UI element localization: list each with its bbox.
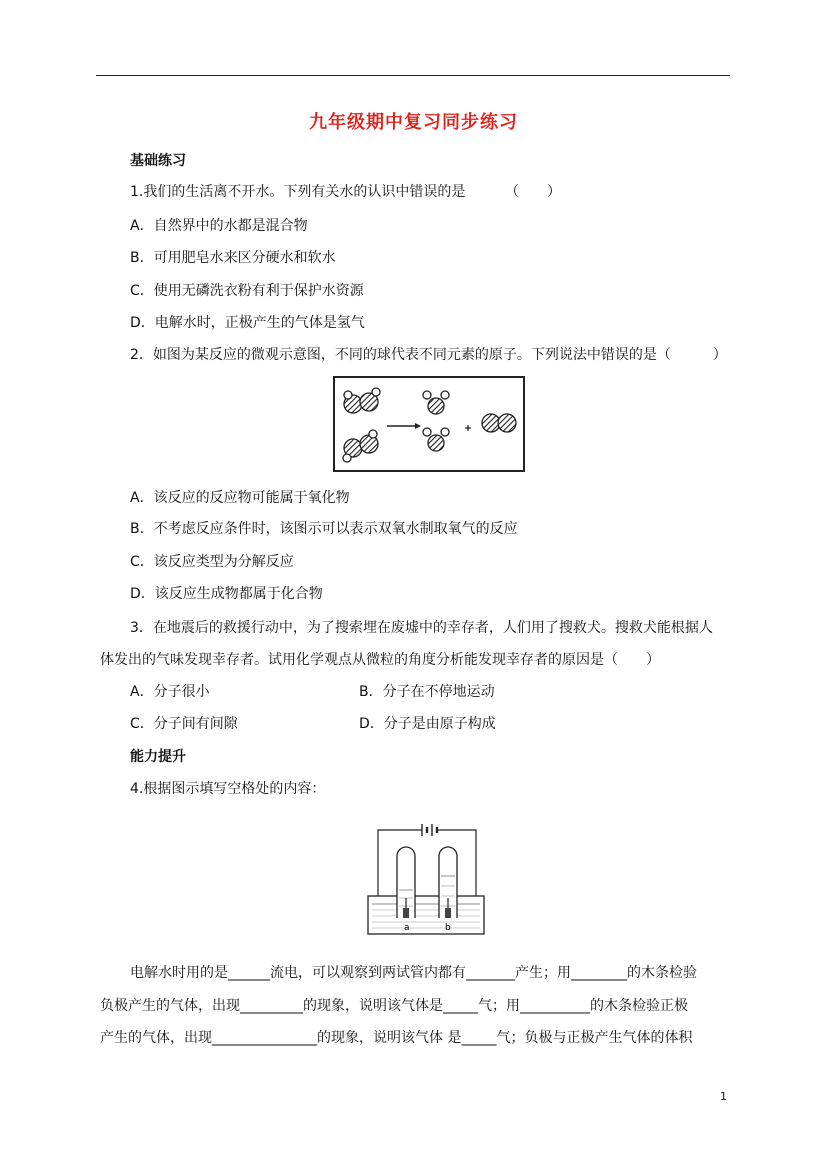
q4-stem: 4.根据图示填写空格处的内容：	[130, 781, 326, 797]
q2-option-a: A．该反应的反应物可能属于氧化物	[130, 490, 350, 506]
tube-label-b: b	[445, 923, 451, 933]
reaction-diagram-svg	[335, 378, 523, 470]
q4-paragraph-line1: 电解水时用的是______流电，可以观察到两试管内都有_______产生；用________的木条检验	[130, 965, 697, 981]
q4-paragraph-line3: 产生的气体，出现_______________的现象，说明该气体 是_____气；负极与正极产生气体的体积	[100, 1030, 693, 1046]
q1-stem: 1.我们的生活离不开水。下列有关水的认识中错误的是	[130, 184, 466, 200]
q4-paragraph-line2: 负极产生的气体，出现_________的现象，说明该气体是_____气；用__________的木条检验正极	[100, 998, 688, 1014]
q3-option-d: D．分子是由原子构成	[359, 716, 496, 732]
plus-sign	[465, 425, 471, 431]
q3-option-c: C．分子间有间隙	[130, 716, 238, 732]
q3-stem-line1: 3．在地震后的救援行动中，为了搜索埋在废墟中的幸存者，人们用了搜救犬。搜救犬能根据人	[130, 620, 713, 636]
page-title: 九年级期中复习同步练习	[309, 112, 518, 133]
product-molecule-2	[423, 428, 449, 451]
q1-option-c: C．使用无磷洗衣粉有利于保护水资源	[130, 283, 364, 299]
q1-option-b: B．可用肥皂水来区分硬水和软水	[130, 250, 336, 266]
electrolysis-apparatus-svg	[364, 818, 488, 936]
product-molecule-o2	[482, 414, 516, 432]
reactant-molecule-1	[344, 388, 380, 413]
battery-icon	[422, 824, 437, 836]
page-number: 1	[720, 1090, 727, 1103]
section-basic: 基础练习	[130, 153, 186, 169]
q2-option-c: C．该反应类型为分解反应	[130, 554, 294, 570]
section-advanced: 能力提升	[130, 749, 186, 765]
q2-stem: 2．如图为某反应的微观示意图，不同的球代表不同元素的原子。下列说法中错误的是（ ）	[130, 347, 727, 363]
header-rule	[96, 75, 730, 76]
test-tube-a	[397, 847, 415, 918]
test-tube-b	[439, 847, 457, 918]
q1-option-a: A．自然界中的水都是混合物	[130, 218, 308, 234]
electrolysis-apparatus	[364, 818, 488, 936]
water-trough	[368, 896, 484, 934]
q3-option-b: B．分子在不停地运动	[359, 684, 495, 700]
q1-bracket: （ ）	[505, 184, 561, 200]
product-molecule-1	[423, 391, 449, 414]
q3-stem-line2: 体发出的气味发现幸存者。试用化学观点从微粒的角度分析能发现幸存者的原因是（ ）	[100, 652, 660, 668]
reactant-molecule-2	[343, 430, 378, 462]
tube-label-a: a	[404, 923, 410, 933]
q2-option-b: B．不考虑反应条件时，该图示可以表示双氧水制取氧气的反应	[130, 521, 518, 537]
circuit-wires	[378, 830, 476, 898]
q1-option-d: D．电解水时，正极产生的气体是氢气	[130, 315, 365, 331]
reaction-diagram	[333, 376, 525, 472]
q3-option-a: A．分子很小	[130, 684, 210, 700]
q2-option-d: D．该反应生成物都属于化合物	[130, 586, 323, 602]
reaction-arrow	[387, 423, 421, 429]
